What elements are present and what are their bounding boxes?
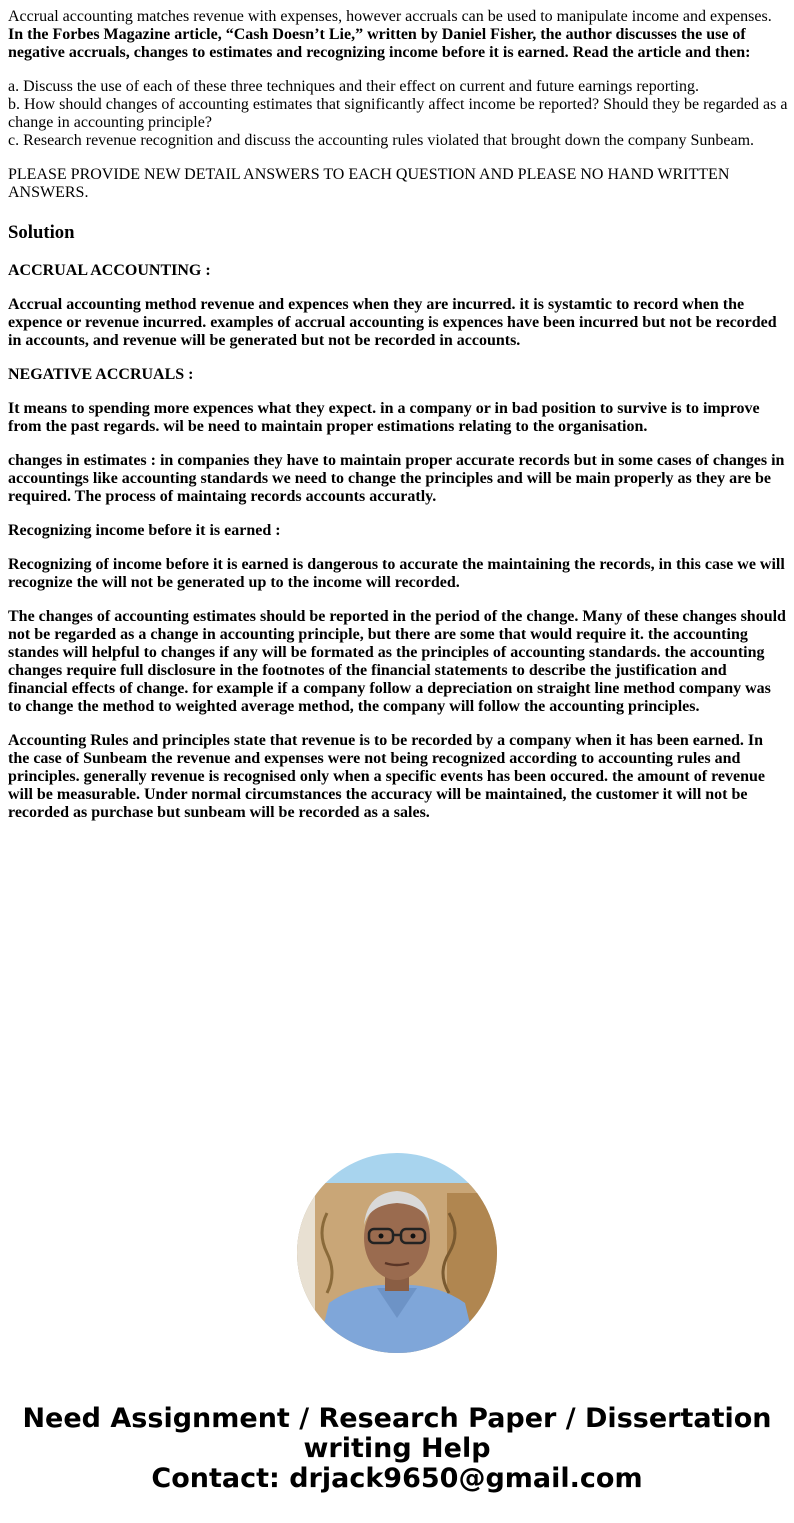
solution-paragraph: Recognizing of income before it is earned is dangerous to accurate the maintaining the records, in this case we will recognize the will not be generated up to the income will recorded. (8, 556, 785, 591)
question-note: PLEASE PROVIDE NEW DETAIL ANSWERS TO EACH QUESTION AND PLEASE NO HAND WRITTEN ANSWERS. (8, 166, 730, 201)
contact-email: Contact: drjack9650@gmail.com (151, 1463, 643, 1494)
question-intro (8, 8, 788, 62)
question-item-a: a. Discuss the use of each of these three techniques and their effect on current and future earnings reporting. (8, 78, 699, 95)
solution-paragraph: Accounting Rules and principles state that revenue is to be recorded by a company when it has been earned. In the case of Sunbeam the revenue and expenses were not being recognized according to accounting rules and principles. generally revenue is recognised only when a specific events has been occured. the amount of revenue will be measurable. Under normal circumstances the accuracy will be maintained, the customer it will not be recorded as purchase but sunbeam will be recorded as a sales. (8, 732, 765, 821)
solution-paragraph: It means to spending more expences what they expect. in a company or in bad position to survive is to improve from the past regards. wil be need to maintain proper estimations relating to the organisation. (8, 400, 760, 435)
solution-paragraph: NEGATIVE ACCRUALS : (8, 366, 194, 383)
author-avatar (297, 1153, 497, 1353)
document-content (8, 8, 788, 838)
banner-line: Need Assignment / Research Paper / Dissertation (22, 1403, 772, 1434)
banner-line: writing Help (303, 1433, 491, 1464)
solution-paragraph: changes in estimates : in companies they have to maintain proper accurate records but in some cases of changes in accountings like accounting standards we need to change the principles and will be main properly as they are be required. The process of maintaing records accounts accuratly. (8, 452, 785, 505)
question-intro-bold: In the Forbes Magazine article, “Cash Doesn’t Lie,” written by Daniel Fisher, the author discusses the use of negative accruals, changes to estimates and recognizing income before it is earned. Read the article and then: (8, 26, 751, 61)
question-item-b: b. How should changes of accounting estimates that significantly affect income be reported? Should they be regarded as a change in accounting principle? (8, 96, 788, 131)
question-list (8, 78, 788, 150)
solution-body (8, 262, 788, 822)
question-intro-text: Accrual accounting matches revenue with expenses, however accruals can be used to manipulate income and expenses. (8, 8, 772, 25)
solution-paragraph: Accrual accounting method revenue and expences when they are incurred. it is systamtic to record when the expence or revenue incurred. examples of accrual accounting is expences have been incurred but not be recorded in accounts, and revenue will be generated but not be recorded in accounts. (8, 296, 777, 349)
solution-heading: Solution (8, 222, 75, 243)
solution-paragraph: Recognizing income before it is earned : (8, 522, 281, 539)
solution-paragraph: The changes of accounting estimates should be reported in the period of the change. Many of these changes should not be regarded as a change in accounting principle, but there are some that would require it. the accounting standes will helpful to changes if any will be formated as the principles of accounting standards. the accounting changes require full disclosure in the footnotes of the financial statements to describe the justification and financial effects of change. for example if a company follow a depreciation on straight line method company was to change the method to weighted average method, the company will follow the accounting principles. (8, 608, 786, 715)
person-photo-icon (297, 1153, 497, 1353)
contact-banner (0, 1404, 794, 1494)
solution-paragraph: ACCRUAL ACCOUNTING : (8, 262, 211, 279)
question-item-c: c. Research revenue recognition and discuss the accounting rules violated that brought down the company Sunbeam. (8, 132, 755, 149)
